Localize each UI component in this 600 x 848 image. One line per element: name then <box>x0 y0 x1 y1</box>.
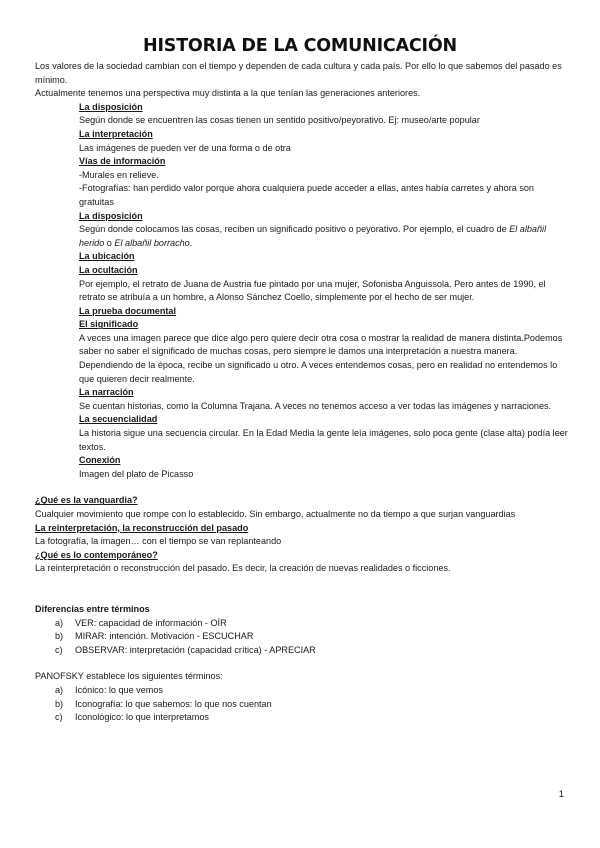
section-conexion <box>79 454 570 481</box>
section-heading: El significado <box>79 319 139 330</box>
section-text: Según donde se encuentren las cosas tienen un sentido positivo/peyorativo. Ej: museo/arte popular <box>79 115 480 126</box>
list-item <box>35 698 570 712</box>
list-text: Iconológico: lo que interpretamos <box>75 712 209 723</box>
document-body <box>35 60 570 725</box>
section-ubicacion <box>79 250 570 264</box>
text-mid: o <box>104 237 115 248</box>
differences-list <box>35 617 570 658</box>
list-text: Iconografía: lo que sabemos: lo que nos cuentan <box>75 698 272 709</box>
list-item <box>35 617 570 631</box>
section-text: -Murales en relieve. <box>79 169 159 180</box>
section-heading: La ocultación <box>79 264 138 275</box>
section-narracion <box>79 386 570 413</box>
contemporary-answer: La reinterpretación o reconstrucción del pasado. Es decir, la creación de nuevas realidades o ficciones. <box>35 563 451 574</box>
differences-heading: Diferencias entre términos <box>35 603 150 614</box>
section-vias <box>79 155 570 209</box>
reinterpretation-heading: La reinterpretación, la reconstrucción del pasado <box>35 522 249 533</box>
section-interpretacion <box>79 128 570 155</box>
reinterpretation-text: La fotografía, la imagen… con el tiempo se van replanteando <box>35 536 282 547</box>
spacer <box>35 481 570 494</box>
section-secuencialidad <box>79 413 570 454</box>
page-title: HISTORIA DE LA COMUNICACIÓN <box>143 36 457 56</box>
list-marker: c) <box>55 712 63 723</box>
list-item <box>35 630 570 644</box>
spacer <box>35 657 570 670</box>
section-text <box>79 223 570 250</box>
list-marker: b) <box>55 631 64 642</box>
list-item <box>35 644 570 658</box>
section-significado <box>79 318 570 386</box>
artwork-title: El albañil herido <box>79 224 547 248</box>
section-heading: La secuencialidad <box>79 414 158 425</box>
spacer <box>35 576 570 603</box>
list-marker: b) <box>55 698 64 709</box>
panofsky-intro: PANOFSKY establece los siguientes términos: <box>35 671 223 682</box>
page-number: 1 <box>558 789 564 800</box>
section-text: -Fotografías: han perdido valor porque ahora cualquiera puede acceder a ellas, antes había carretes y ahora son gratuitas <box>79 183 534 207</box>
section-text: La historia sigue una secuencia circular. En la Edad Media la gente leía imágenes, solo poca gente (clase alta) podía leer textos. <box>79 428 568 452</box>
vanguardia-answer: Cualquier movimiento que rompe con lo establecido. Sin embargo, actualmente no da tiempo a que surjan vanguardias <box>35 509 516 519</box>
section-prueba <box>79 305 570 319</box>
section-list <box>35 101 570 482</box>
section-heading: Conexión <box>79 455 121 466</box>
artwork-title: El albañil borracho <box>114 237 190 248</box>
section-heading: La interpretación <box>79 128 153 139</box>
section-disposicion-1 <box>79 101 570 128</box>
list-marker: a) <box>55 684 64 695</box>
vanguardia-question: ¿Qué es la vanguardia? <box>35 495 138 506</box>
section-heading: La disposición <box>79 210 143 221</box>
section-text: Se cuentan historias, como la Columna Trajana. A veces no tenemos acceso a ver todas las imágenes y narraciones. <box>79 400 552 411</box>
list-item <box>35 684 570 698</box>
list-text: OBSERVAR: interpretación (capacidad crítica) - APRECIAR <box>75 644 316 655</box>
list-text: VER: capacidad de información - OÍR <box>75 617 227 628</box>
section-ocultacion <box>79 264 570 305</box>
section-text: A veces una imagen parece que dice algo pero quiere decir otra cosa o mostrar la realidad de manera distinta.Podemos saber no saber el significado de muchas cosas, pero siempre le damos una interpretación a nuestra manera. Dependiendo de la época, recibe un significado u otro. A veces entendemos cosas, pero en realidad no entendemos lo que quieren decir realmente. <box>79 332 563 384</box>
text-end: . <box>189 237 193 248</box>
section-text: Las imágenes de pueden ver de una forma o de otra <box>79 142 291 153</box>
section-text: Imagen del plato de Picasso <box>79 468 194 479</box>
panofsky-list <box>35 684 570 725</box>
intro-paragraph-1: Los valores de la sociedad cambian con el tiempo y dependen de cada cultura y cada país. Por ello lo que sabemos del pasado es mínimo. <box>35 61 562 85</box>
section-heading: La narración <box>79 387 134 398</box>
section-text: Por ejemplo, el retrato de Juana de Austria fue pintado por una mujer, Sofonisba Anguissola. Pero antes de 1990, el retrato se atribuía a un hombre, a Alonso Sánchez Coello, simplemente por el hecho de ser mujer. <box>79 278 546 303</box>
section-heading: La prueba documental <box>79 305 177 316</box>
list-text: MIRAR: intención. Motivación - ESCUCHAR <box>75 631 254 642</box>
list-text: Icónico: lo que vemos <box>75 684 163 695</box>
section-heading: La ubicación <box>79 251 135 262</box>
section-heading: La disposición <box>79 101 143 112</box>
contemporary-question: ¿Qué es lo contemporáneo? <box>35 549 158 560</box>
list-marker: a) <box>55 617 64 628</box>
text-prefix: Según donde colocamos las cosas, reciben un significado positivo o peyorativo. Por ejemplo, el cuadro de <box>79 224 510 235</box>
list-item <box>35 711 570 725</box>
list-marker: c) <box>55 644 63 655</box>
section-heading: Vías de información <box>79 156 166 167</box>
section-disposicion-2 <box>79 210 570 251</box>
intro-paragraph-2: Actualmente tenemos una perspectiva muy distinta a la que tenían las generaciones anteriores. <box>35 88 421 99</box>
